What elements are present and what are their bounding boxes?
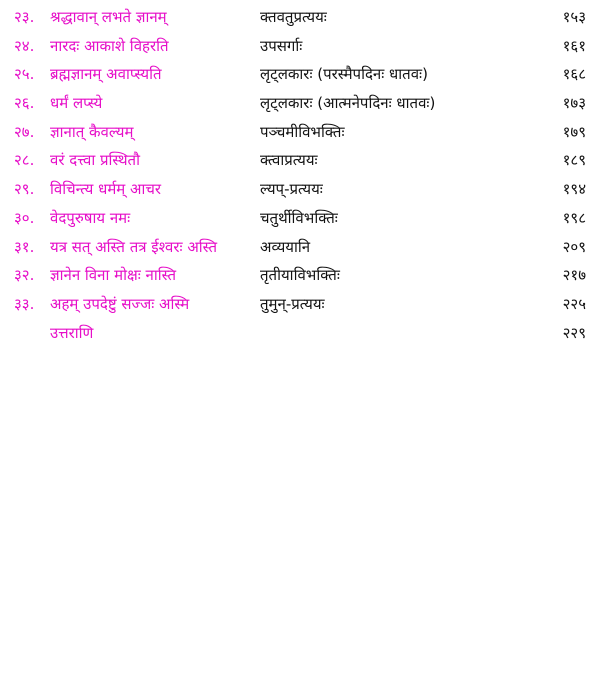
grammar-topic: चतुर्थीविभक्तिः (260, 208, 338, 227)
toc-row (0, 233, 600, 262)
page-number: २२९ (562, 323, 586, 342)
grammar-topic: पञ्चमीविभक्तिः (260, 122, 345, 141)
toc-row (0, 290, 600, 319)
grammar-topic: क्तवतुप्रत्ययः (260, 8, 327, 26)
lesson-title: धर्मं लप्स्ये (50, 94, 103, 113)
page-number: १५३ (562, 8, 586, 26)
lesson-number: २९. (14, 180, 35, 199)
toc-row-answers (0, 319, 600, 348)
lesson-title: ब्रह्मज्ञानम् अवाप्स्यति (50, 65, 162, 84)
toc-row (0, 204, 600, 233)
lesson-title: नारदः आकाशे विहरति (50, 36, 169, 55)
toc-row (0, 175, 600, 204)
page-number: १६१ (562, 36, 586, 55)
answers-title: उत्तराणि (50, 323, 94, 342)
page-number: २१७ (562, 266, 586, 285)
toc-row (0, 146, 600, 175)
grammar-topic: तृतीयाविभक्तिः (260, 266, 340, 285)
lesson-number: २७. (14, 122, 35, 141)
grammar-topic: अव्ययानि (260, 237, 311, 256)
lesson-title: ज्ञानेन विना मोक्षः नास्ति (50, 266, 177, 285)
page-number: १९४ (562, 180, 586, 199)
lesson-number: ३०. (14, 208, 35, 227)
page-number: १८९ (562, 151, 586, 170)
lesson-number: २३. (14, 8, 35, 26)
lesson-title: यत्र सत् अस्ति तत्र ईश्वरः अस्ति (50, 237, 218, 256)
grammar-topic: लृट्लकारः (आत्मनेपदिनः धातवः) (260, 94, 436, 113)
lesson-title: वेदपुरुषाय नमः (50, 208, 131, 227)
lesson-number: २५. (14, 65, 35, 84)
toc-row (0, 261, 600, 290)
grammar-topic: लृट्लकारः (परस्मैपदिनः धातवः) (260, 65, 428, 84)
lesson-number: २८. (14, 151, 35, 170)
lesson-title: अहम् उपदेष्टुं सज्जः अस्मि (50, 294, 190, 313)
grammar-topic: उपसर्गाः (260, 36, 303, 55)
toc-row (0, 60, 600, 89)
grammar-topic: क्त्वाप्रत्ययः (260, 151, 318, 170)
lesson-title: विचिन्त्य धर्मम् आचर (50, 180, 162, 199)
lesson-title: वरं दत्त्वा प्रस्थितौ (50, 151, 140, 170)
page-number: २२५ (562, 294, 586, 313)
grammar-topic: तुमुन्-प्रत्ययः (260, 294, 325, 313)
lesson-number: ३२. (14, 266, 35, 285)
toc-row (0, 89, 600, 118)
lesson-title: ज्ञानात् कैवल्यम् (50, 122, 134, 141)
toc-row (0, 118, 600, 147)
page-number: २०९ (562, 237, 586, 256)
grammar-topic: ल्यप्-प्रत्ययः (260, 180, 323, 199)
lesson-number: ३१. (14, 237, 35, 256)
lesson-number: ३३. (14, 294, 35, 313)
page-number: १९८ (562, 208, 586, 227)
lesson-title: श्रद्धावान् लभते ज्ञानम् (50, 8, 167, 26)
page-number: १७३ (562, 94, 586, 113)
toc-row (0, 32, 600, 61)
page-number: १७९ (562, 122, 586, 141)
toc-row (0, 3, 600, 32)
page-number: १६८ (562, 65, 586, 84)
lesson-number: २६. (14, 94, 35, 113)
lesson-number: २४. (14, 36, 35, 55)
